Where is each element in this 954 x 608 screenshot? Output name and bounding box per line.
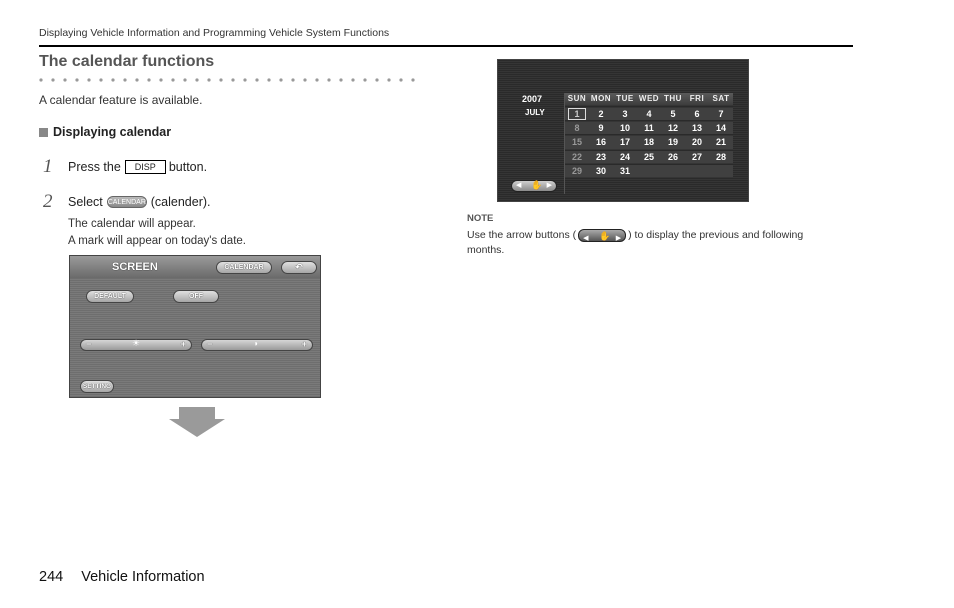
return-arrow-icon: ↶	[295, 262, 303, 272]
step-1-number: 1	[43, 156, 53, 177]
calendar-day: 18	[643, 137, 654, 148]
brightness-slider[interactable]	[80, 339, 192, 351]
left-arrow-icon: ◀	[583, 234, 589, 242]
contrast-slider[interactable]	[201, 339, 313, 351]
calendar-day: 19	[667, 137, 678, 148]
calendar-day: 15	[571, 137, 582, 148]
calendar-day: 4	[646, 109, 652, 119]
right-arrow-icon: ▶	[615, 234, 622, 242]
calendar-day: 11	[644, 123, 654, 134]
left-arrow-icon: ◀	[516, 182, 522, 189]
note-text	[467, 228, 827, 258]
calendar-day: 20	[691, 137, 702, 148]
step-2-line-2: A mark will appear on today's date.	[68, 235, 246, 247]
page-number: 244	[39, 569, 64, 585]
calendar-day: 8	[574, 123, 580, 134]
calendar-button[interactable]: CALENDAR	[216, 261, 272, 274]
calendar-day: 17	[619, 137, 630, 148]
minus-icon: −	[86, 339, 92, 349]
weekday-header: MON	[590, 94, 612, 103]
intro-text: A calendar feature is available.	[39, 93, 203, 107]
calendar-display	[497, 59, 749, 202]
running-header: Displaying Vehicle Information and Programming Vehicle System Functions	[39, 27, 390, 39]
down-arrow-icon	[169, 407, 225, 437]
weekday-header: SAT	[709, 93, 733, 105]
weekday-header: WED	[638, 94, 660, 103]
calendar-month: JULY	[525, 108, 545, 117]
calendar-day: 30	[595, 165, 606, 176]
setting-button[interactable]: SETTING	[80, 380, 114, 393]
step-2-line-1: The calendar will appear.	[68, 218, 196, 230]
contrast-icon: ◑	[253, 339, 258, 348]
default-button[interactable]: DEFAULT	[86, 290, 134, 303]
back-button[interactable]	[281, 261, 317, 274]
footer-title: Vehicle Information	[81, 569, 205, 585]
weekday-header: TUE	[613, 93, 637, 105]
calendar-button-glyph: CALENDAR	[107, 196, 147, 208]
subheading-label: Displaying calendar	[53, 125, 172, 139]
calendar-day: 3	[622, 109, 628, 119]
calendar-day: 6	[694, 109, 700, 119]
calendar-day: 24	[619, 151, 630, 162]
section-title: The calendar functions	[39, 53, 215, 70]
calendar-day: 26	[667, 151, 678, 162]
calendar-day: 21	[715, 137, 726, 148]
calendar-day: 23	[595, 151, 606, 162]
sun-icon: ☀	[132, 338, 141, 348]
step-2-post: (calender).	[150, 195, 211, 209]
today-marker: 1	[568, 108, 586, 120]
note-text-after: ) to display the previous and following months.	[467, 229, 804, 256]
screen-settings-display	[69, 255, 321, 398]
month-nav-button[interactable]	[511, 180, 557, 192]
calendar-grid	[564, 93, 735, 194]
weekday-header: THU	[661, 93, 685, 105]
calendar-day: 2	[598, 109, 604, 119]
note-label: NOTE	[467, 213, 494, 224]
note-text-before: Use the arrow buttons (	[467, 229, 577, 241]
step-1-text	[68, 160, 207, 174]
calendar-day: 22	[571, 151, 582, 162]
plus-icon: +	[180, 339, 186, 349]
calendar-day: 27	[691, 151, 702, 162]
calendar-day: 5	[670, 109, 676, 119]
calendar-day: 28	[715, 151, 726, 162]
header-rule	[39, 45, 853, 47]
disp-button-glyph: DISP	[125, 160, 166, 174]
step-2-pre: Select	[68, 195, 103, 209]
page-footer	[39, 569, 205, 585]
calendar-day: 29	[571, 165, 582, 176]
plus-icon: +	[301, 339, 307, 349]
month-arrow-icon: ✋	[531, 180, 543, 190]
calendar-day: 7	[718, 109, 724, 119]
dotted-rule	[39, 77, 417, 83]
off-button[interactable]: OFF	[173, 290, 219, 303]
minus-icon: −	[207, 339, 213, 349]
subheading	[39, 125, 171, 139]
screen-title: SCREEN	[112, 261, 158, 273]
calendar-day: 13	[691, 123, 702, 134]
calendar-day: 9	[598, 123, 604, 134]
step-1-post: button.	[168, 160, 208, 174]
calendar-day: 16	[595, 137, 606, 148]
calendar-day: 25	[643, 151, 654, 162]
calendar-day: 31	[619, 165, 630, 176]
arrow-buttons-glyph	[578, 229, 626, 242]
hand-icon: ✋	[599, 230, 611, 241]
right-arrow-icon: ▶	[546, 182, 552, 189]
square-bullet-icon	[39, 128, 48, 137]
step-2-text	[68, 195, 211, 209]
calendar-day: 12	[667, 123, 678, 134]
step-2-number: 2	[43, 191, 53, 212]
calendar-day: 14	[715, 123, 726, 134]
step-1-pre: Press the	[68, 160, 121, 174]
calendar-year: 2007	[522, 94, 543, 104]
weekday-header: FRI	[685, 93, 709, 105]
calendar-day: 10	[619, 123, 630, 134]
weekday-header: SUN	[565, 93, 589, 105]
